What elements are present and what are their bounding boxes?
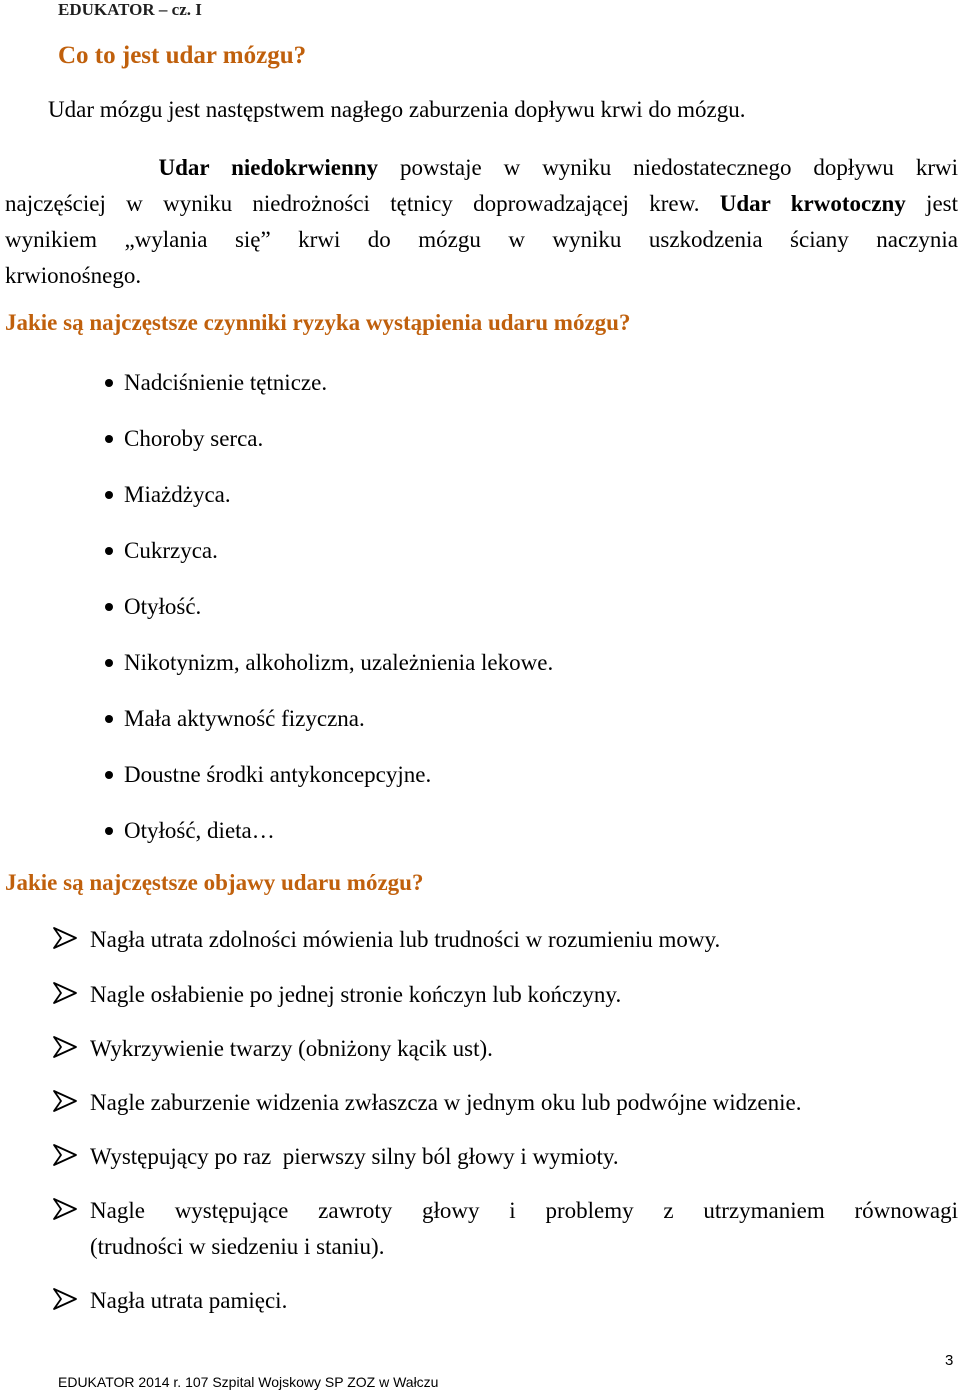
bullet-dot-icon [105, 771, 113, 779]
arrowhead-bullet-icon [52, 1089, 78, 1113]
arrowhead-bullet-icon [52, 1143, 78, 1167]
list-item: Miażdżyca. [105, 478, 553, 534]
arrowhead-bullet-icon [52, 981, 78, 1005]
arrowhead-bullet-icon [52, 1035, 78, 1059]
para-line-3: wynikiem „wylania się” krwi do mózgu w wyniku uszkodzenia ściany naczynia [5, 227, 958, 252]
list-item: Nikotynizm, alkoholizm, uzależnienia lekowe. [105, 646, 553, 702]
bullet-dot-icon [105, 715, 113, 723]
para-line-1 [5, 150, 958, 186]
list-item: Otyłość, dieta… [105, 814, 553, 870]
list-item: Otyłość. [105, 590, 553, 646]
bullet-dot-icon [105, 547, 113, 555]
para-text: najczęściej w wyniku niedrożności tętnicy doprowadzającej krew. [5, 191, 720, 216]
bullet-dot-icon [105, 603, 113, 611]
risk-factors-list [105, 366, 553, 870]
stroke-types-paragraph [5, 150, 958, 294]
intro-paragraph: Udar mózgu jest następstwem nagłego zaburzenia dopływu krwi do mózgu. [48, 97, 746, 122]
bullet-dot-icon [105, 491, 113, 499]
term-ischemic-stroke: Udar niedokrwienny [158, 155, 379, 180]
heading-risk-factors: Jakie są najczęstsze czynniki ryzyka wystąpienia udaru mózgu? [5, 310, 631, 335]
bullet-dot-icon [105, 659, 113, 667]
bullet-dot-icon [105, 435, 113, 443]
list-item: Nadciśnienie tętnicze. [105, 366, 553, 422]
arrowhead-bullet-icon [52, 926, 78, 950]
list-item: Cukrzyca. [105, 534, 553, 590]
bullet-dot-icon [105, 379, 113, 387]
arrowhead-bullet-icon [52, 1197, 78, 1221]
heading-what-is-stroke: Co to jest udar mózgu? [58, 42, 307, 69]
para-line-2 [5, 186, 958, 222]
running-header: EDUKATOR – cz. I [58, 0, 202, 19]
bullet-dot-icon [105, 827, 113, 835]
term-hemorrhagic-stroke: Udar krwotoczny [719, 191, 906, 216]
page-footer: EDUKATOR 2014 r. 107 Szpital Wojskowy SP ZOZ w Wałczu [58, 1374, 439, 1390]
arrowhead-bullet-icon [52, 1287, 78, 1311]
para-text: powstaje w wyniku niedostatecznego dopływu krwi [378, 155, 958, 180]
list-item: Choroby serca. [105, 422, 553, 478]
list-item: Mała aktywność fizyczna. [105, 702, 553, 758]
para-line-4: krwionośnego. [5, 263, 142, 288]
para-text: jest [905, 191, 958, 216]
heading-symptoms: Jakie są najczęstsze objawy udaru mózgu? [5, 870, 424, 895]
list-item: Doustne środki antykoncepcyjne. [105, 758, 553, 814]
page-number: 3 [945, 1352, 954, 1369]
